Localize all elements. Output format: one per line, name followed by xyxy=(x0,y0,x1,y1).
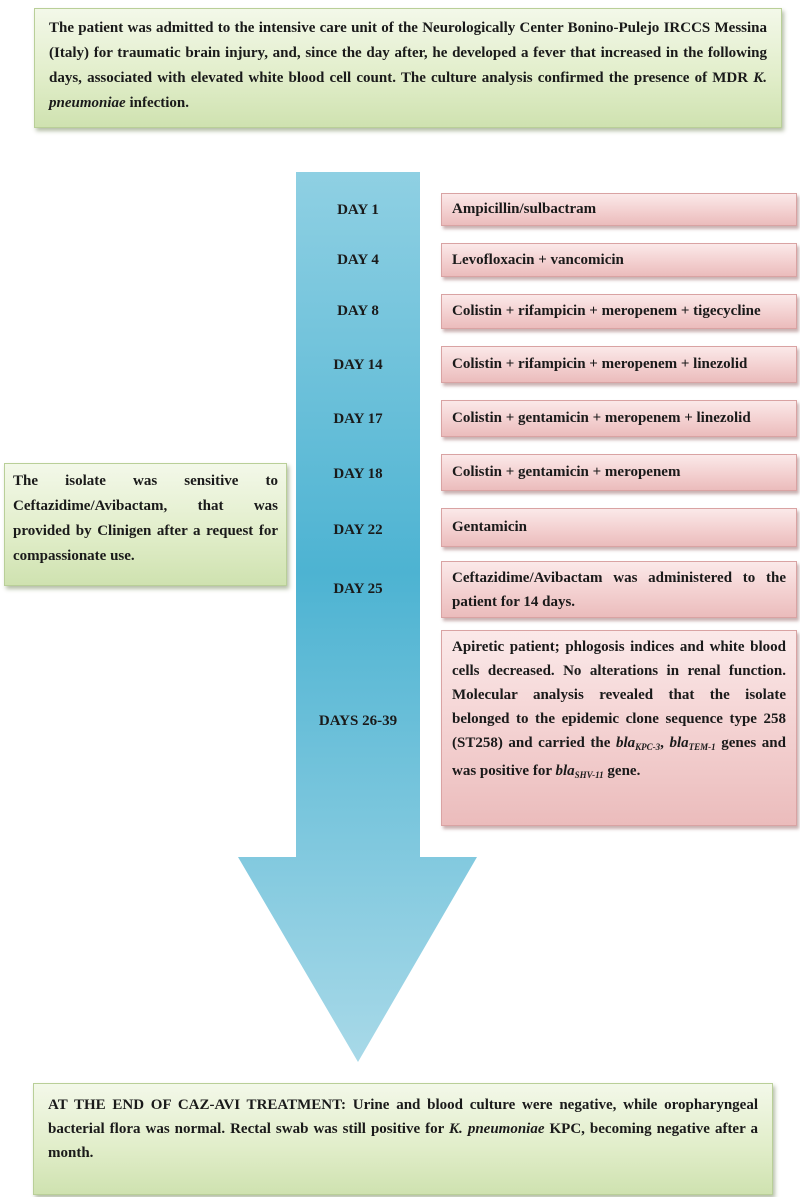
day-label: DAY 22 xyxy=(333,522,383,538)
treatment-box xyxy=(441,561,797,618)
intro-organism: K. pneumoniae xyxy=(49,70,767,111)
treatment-box xyxy=(441,400,797,437)
day-label: DAY 8 xyxy=(337,303,379,319)
gene-subscript: TEM-1 xyxy=(688,742,716,752)
day-label: DAYS 26-39 xyxy=(318,713,398,729)
conclusion-box xyxy=(33,1083,773,1195)
intro-text-end: infection. xyxy=(125,95,190,111)
gene-subscript: KPC-3 xyxy=(635,742,661,752)
treatment-text: Gentamicin xyxy=(452,519,527,535)
treatment-box xyxy=(441,193,797,226)
treatment-text: Colistin + rifampicin + meropenem + tigecycline xyxy=(452,303,761,319)
treatment-text: Ampicillin/sulbactram xyxy=(452,201,597,217)
gene-subscript: SHV-11 xyxy=(574,770,604,780)
intro-box xyxy=(34,8,782,128)
outcome-text: Apiretic patient; phlogosis indices and white blood cells decreased. No alterations in renal function. Molecular analysis revealed that the isolate belonged to the epidemic clone sequence type 258 (ST258) and carried the xyxy=(452,639,786,751)
gene-shv xyxy=(555,763,603,779)
day-label: DAY 17 xyxy=(333,411,383,427)
conclusion-text-end: KPC, becoming negative after a month. xyxy=(48,1121,758,1161)
outcome-text-end: gene. xyxy=(603,763,641,779)
treatment-text: Ceftazidime/Avibactam was administered to the patient for 14 days. xyxy=(452,570,786,610)
gene-tem xyxy=(669,735,715,751)
treatment-box xyxy=(441,508,797,547)
gene-name: bla xyxy=(615,735,636,751)
sensitivity-note-text: The isolate was sensitive to Ceftazidime/Avibactam, that was provided by Clinigen after a request for compassionate use. xyxy=(13,473,278,564)
treatment-text: Levofloxacin + vancomicin xyxy=(452,251,624,268)
day-label: DAY 18 xyxy=(333,466,383,482)
sensitivity-note xyxy=(4,463,287,586)
gene-name: bla xyxy=(669,735,689,751)
outcome-separator: , xyxy=(660,735,670,751)
conclusion-label: AT THE END OF CAZ-AVI TREATMENT: xyxy=(48,1097,347,1113)
gene-kpc xyxy=(616,735,660,751)
conclusion-text: Urine and blood culture were negative, while oropharyngeal bacterial flora was normal. Rectal swab was still positive for xyxy=(48,1097,758,1137)
day-label: DAY 1 xyxy=(337,202,379,218)
day-label: DAY 4 xyxy=(337,252,379,268)
treatment-box xyxy=(441,346,797,383)
day-label: DAY 14 xyxy=(333,357,383,373)
gene-name: bla xyxy=(555,763,575,779)
day-label: DAY 25 xyxy=(333,581,383,597)
treatment-text: Colistin + gentamicin + meropenem + linezolid xyxy=(452,410,751,426)
treatment-text: Colistin + gentamicin + meropenem xyxy=(452,464,681,480)
treatment-box xyxy=(441,294,797,329)
outcome-box xyxy=(441,630,797,826)
outcome-text-mid: genes and was positive for xyxy=(452,735,786,779)
treatment-box xyxy=(441,454,797,491)
conclusion-organism: K. pneumoniae xyxy=(449,1121,545,1137)
treatment-box xyxy=(441,243,797,277)
treatment-text: Colistin + rifampicin + meropenem + linezolid xyxy=(452,356,748,372)
intro-text: The patient was admitted to the intensive care unit of the Neurologically Center Bonino-Pulejo IRCCS Messina (Italy) for traumatic brain injury, and, since the day after, he developed a fever that increased in the following days, associated with elevated white blood cell count. The culture analysis confirmed the presence of MDR xyxy=(49,20,767,86)
